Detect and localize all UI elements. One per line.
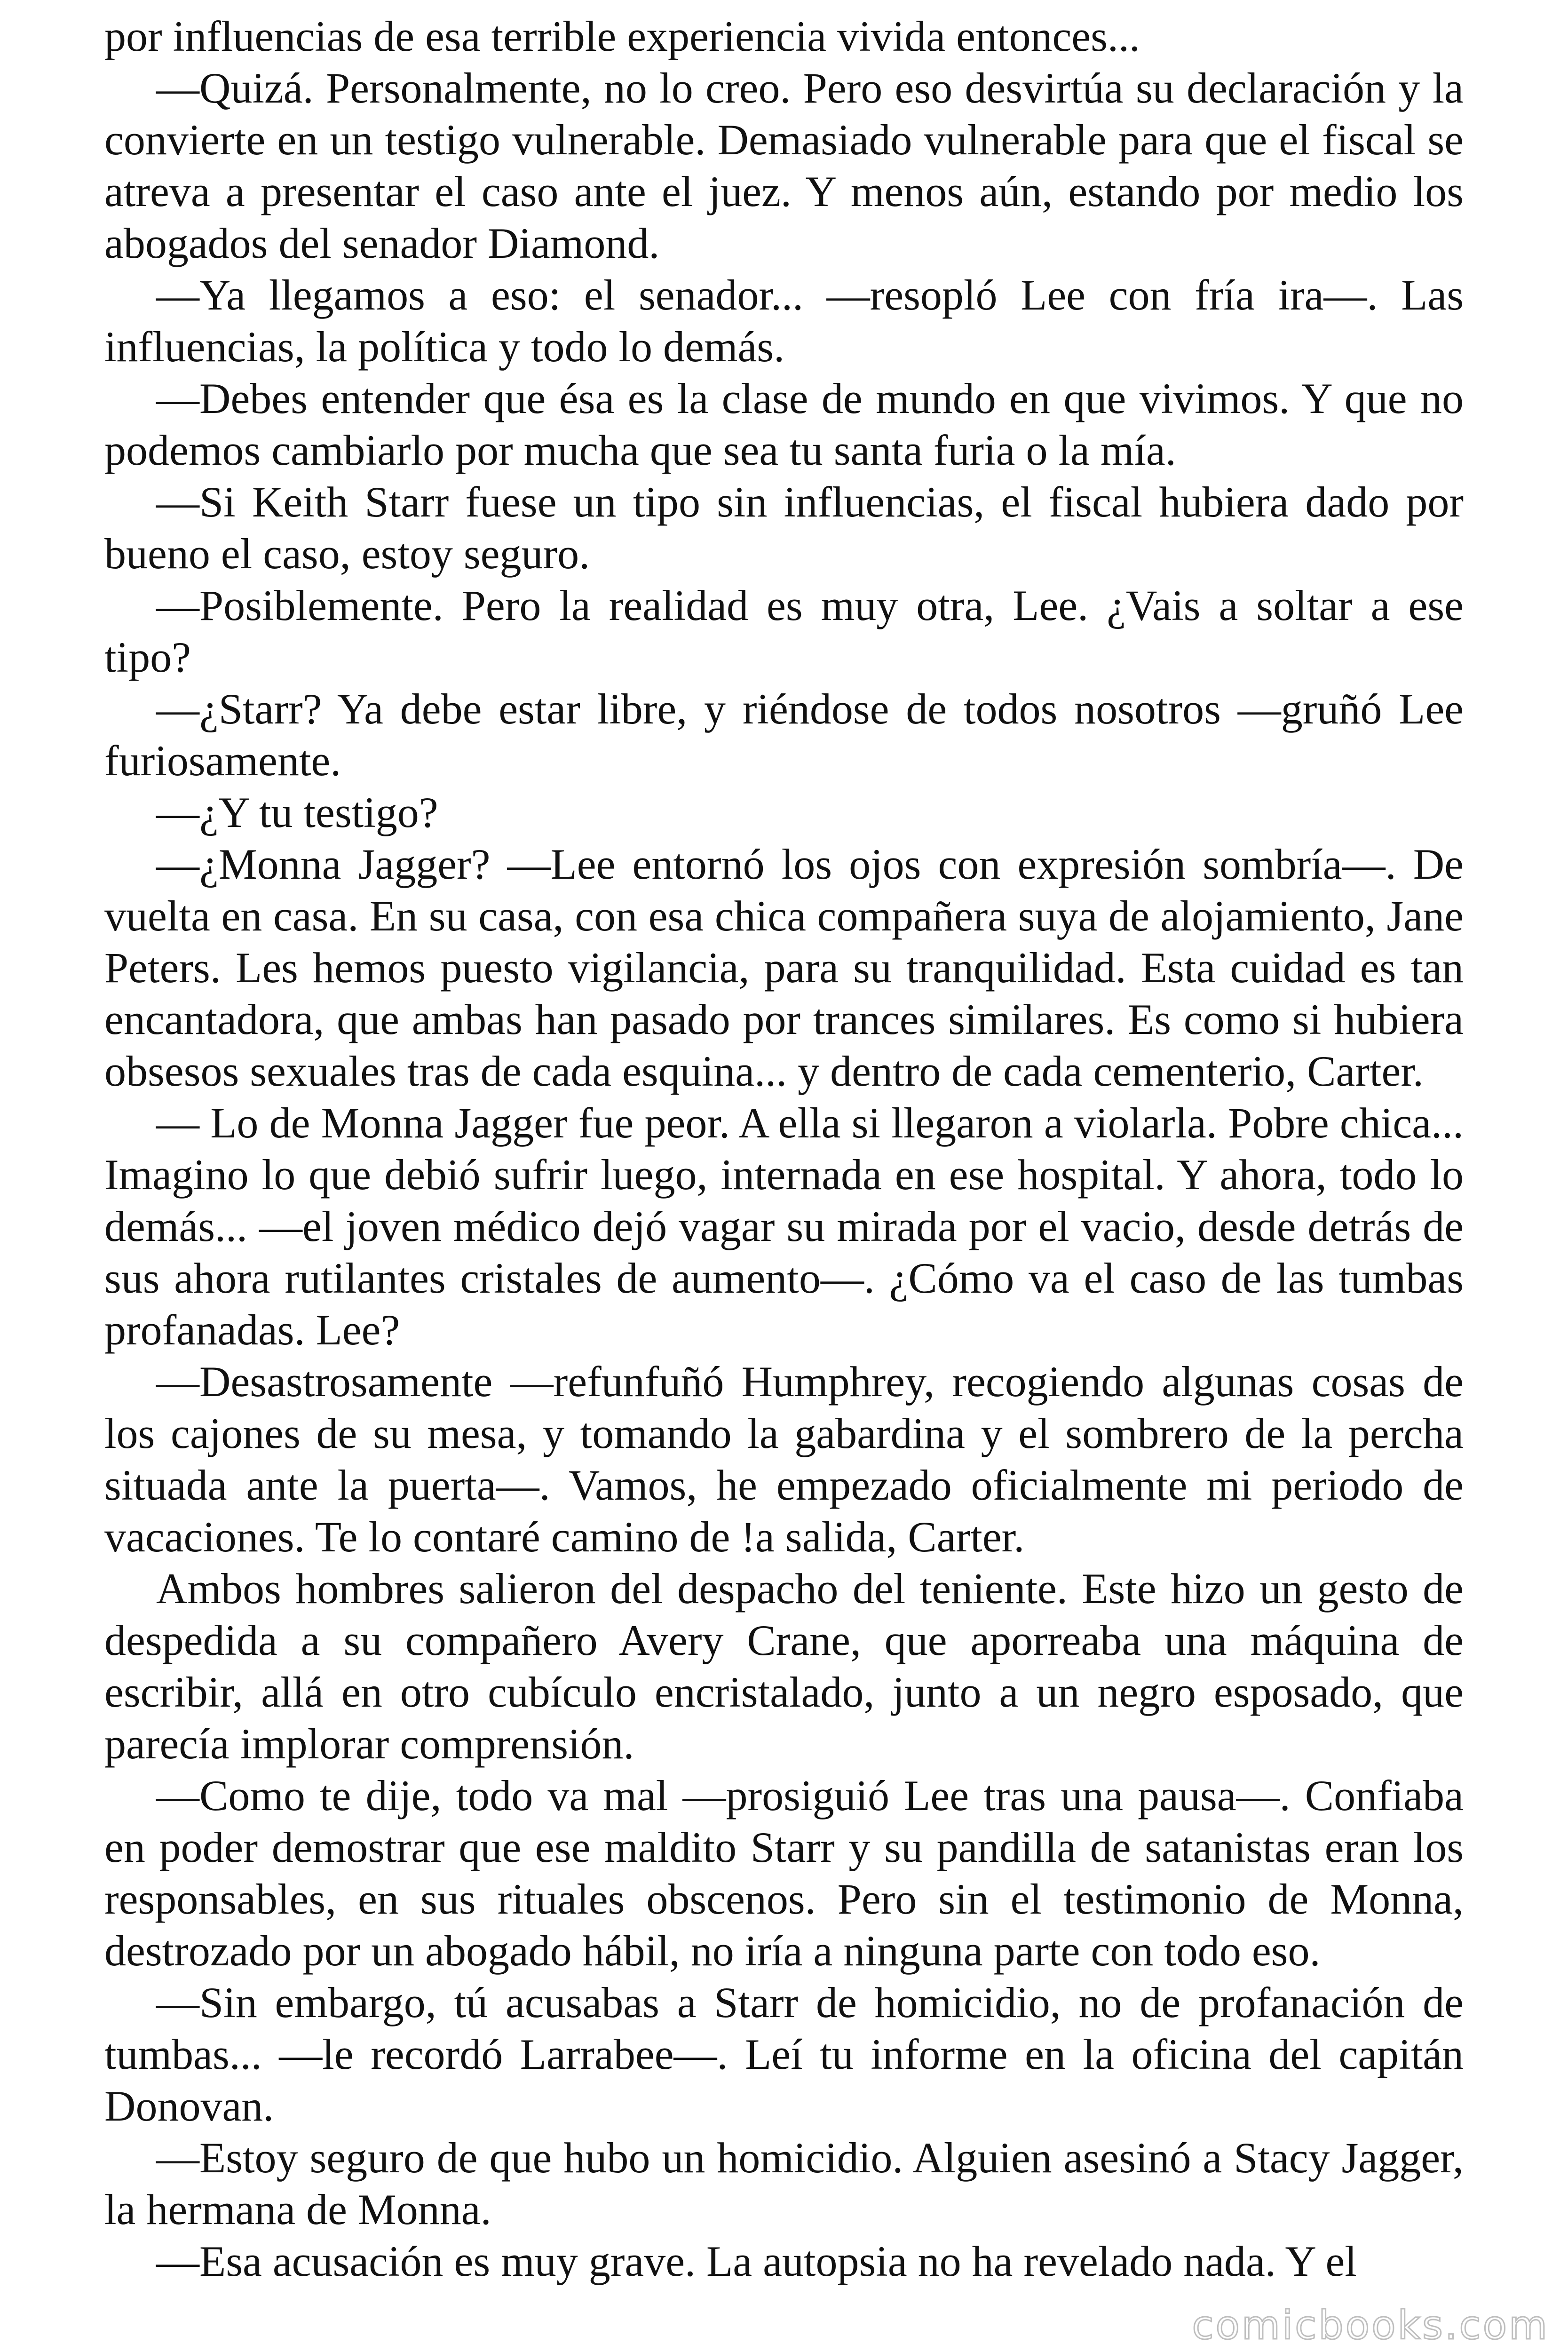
- paragraph: —Sin embargo, tú acusabas a Starr de homicidio, no de profanación de tumbas... —le recordó Larrabee—. Leí tu informe en la oficina del capitán Donovan.: [104, 1979, 1464, 2130]
- body-text: [104, 10, 1464, 2287]
- paragraph: —Desastrosamente —refunfuñó Humphrey, recogiendo algunas cosas de los cajones de su mesa, y tomando la gabardina y el sombrero de la percha situada ante la puerta—. Vamos, he empezado oficialmente mi periodo de vacaciones. Te lo contaré camino de !a salida, Carter.: [104, 1358, 1464, 1561]
- paragraph: —Estoy seguro de que hubo un homicidio. Alguien asesinó a Stacy Jagger, la hermana de Monna.: [104, 2134, 1464, 2233]
- paragraph: —¿Starr? Ya debe estar libre, y riéndose de todos nosotros —gruñó Lee furiosamente.: [104, 685, 1464, 785]
- paragraph: —Quizá. Personalmente, no lo creo. Pero eso desvirtúa su declaración y la convierte en un testigo vulnerable. Demasiado vulnerable para que el fiscal se atreva a presentar el caso ante el juez. Y menos aún, estando por medio los abogados del senador Diamond.: [104, 64, 1464, 267]
- paragraph: por influencias de esa terrible experiencia vivida entonces...: [104, 12, 1140, 60]
- paragraph: Ambos hombres salieron del despacho del teniente. Este hizo un gesto de despedida a su compañero Avery Crane, que aporreaba una máquina de escribir, allá en otro cubículo encristalado, junto a un negro esposado, que parecía implorar comprensión.: [104, 1565, 1464, 1768]
- paragraph: —Como te dije, todo va mal —prosiguió Lee tras una pausa—. Confiaba en poder demostrar que ese maldito Starr y su pandilla de satanistas eran los responsables, en sus rituales obscenos. Pero sin el testimonio de Monna, destrozado por un abogado hábil, no iría a ninguna parte con todo eso.: [104, 1772, 1464, 1975]
- paragraph: —Esa acusación es muy grave. La autopsia no ha revelado nada. Y el: [156, 2237, 1357, 2285]
- watermark: comicbooks.com: [1192, 2302, 1549, 2348]
- paragraph: — Lo de Monna Jagger fue peor. A ella si llegaron a violarla. Pobre chica... Imagino lo que debió sufrir luego, internada en ese hospital. Y ahora, todo lo demás... —el joven médico dejó vagar su mirada por el vacio, desde detrás de sus ahora rutilantes cristales de aumento—. ¿Cómo va el caso de las tumbas profanadas. Lee?: [104, 1099, 1464, 1354]
- paragraph: —Si Keith Starr fuese un tipo sin influencias, el fiscal hubiera dado por bueno el caso, estoy seguro.: [104, 478, 1464, 578]
- paragraph: —Debes entender que ésa es la clase de mundo en que vivimos. Y que no podemos cambiarlo por mucha que sea tu santa furia o la mía.: [104, 374, 1464, 474]
- paragraph: —Posiblemente. Pero la realidad es muy otra, Lee. ¿Vais a soltar a ese tipo?: [104, 581, 1464, 681]
- paragraph: —¿Monna Jagger? —Lee entornó los ojos con expresión sombría—. De vuelta en casa. En su casa, con esa chica compañera suya de alojamiento, Jane Peters. Les hemos puesto vigilancia, para su tranquilidad. Esta cuidad es tan encantadora, que ambas han pasado por trances similares. Es como si hubiera obsesos sexuales tras de cada esquina... y dentro de cada cementerio, Carter.: [104, 840, 1464, 1095]
- paragraph: —Ya llegamos a eso: el senador... —resopló Lee con fría ira—. Las influencias, la política y todo lo demás.: [104, 271, 1464, 371]
- paragraph: —¿Y tu testigo?: [156, 788, 438, 836]
